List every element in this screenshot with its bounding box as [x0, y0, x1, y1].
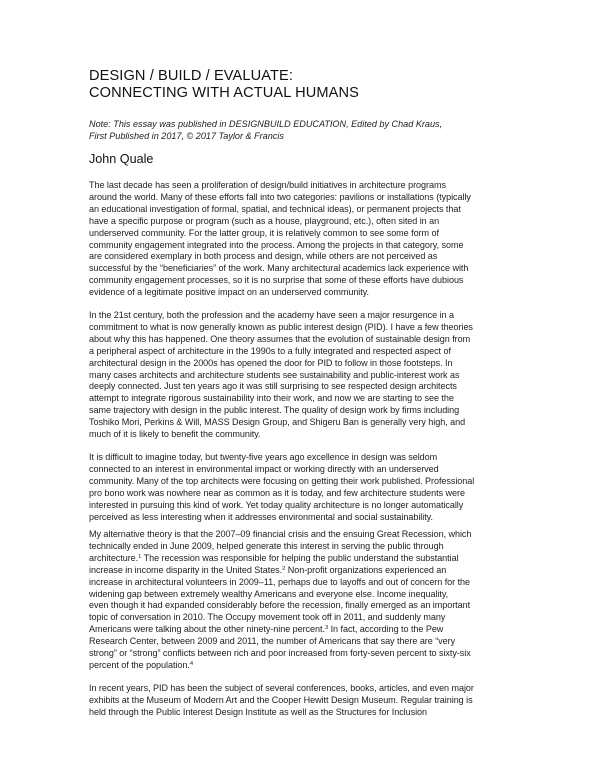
- text-line: underserved community. For the latter group, it is relatively common to see some form of: [89, 227, 439, 238]
- text-run: Americans were talking about the other ninety-nine percent.: [89, 624, 325, 635]
- text-line: an educational investigation of formal, spatial, and technical ideas), or permanent projects that: [89, 203, 461, 214]
- text-line: pro bono work was nowhere near as common as it is today, and few architecture students were: [89, 487, 465, 498]
- text-line: a peripheral aspect of architecture in the 1990s to a fully integrated and respected aspect of: [89, 345, 451, 356]
- text-line: many cases architects and architecture students see sustainability and public-interest work as: [89, 369, 460, 380]
- text-line: strong” or “strong” conflicts between rich and poor increased from forty-seven percent to sixty-six: [89, 648, 471, 659]
- text-line: community engagement integrated into the process. Among the projects in that category, some: [89, 239, 464, 250]
- footnote-ref: 4: [189, 660, 193, 667]
- text-line: topic of conversation in 2010. The Occupy movement took off in 2011, and suddenly many: [89, 612, 446, 623]
- text-line: attempt to integrate rigorous sustainability into their work, and now we are starting to see the: [89, 393, 454, 404]
- text-line: [89, 624, 529, 636]
- text-line: community engagement processes, so it is no surprise that some of these efforts have dubious: [89, 275, 464, 286]
- text-line: much of it is likely to benefit the community.: [89, 429, 261, 440]
- text-line: community. Many of the top architects were focusing on getting their work published. Professional: [89, 475, 475, 486]
- footnote-ref: 1: [138, 553, 142, 560]
- note-line-1: Note: This essay was published in DESIGNBUILD EDUCATION, Edited by Chad Kraus,: [89, 119, 443, 129]
- text-line: successful by the “beneficiaries” of the work. Many architectural academics lack experience with: [89, 263, 469, 274]
- title-line-2: CONNECTING WITH ACTUAL HUMANS: [89, 85, 359, 101]
- paragraph-5: [89, 683, 529, 719]
- text-line: held through the Public Interest Design Institute as well as the Structures for Inclusion: [89, 706, 428, 717]
- text-line: It is difficult to imagine today, but twenty-five years ago excellence in design was seldom: [89, 452, 438, 462]
- text-line: are considered exemplary in both process and design, while others are not perceived as: [89, 251, 438, 262]
- text-line: increase in architectural volunteers in 2009–11, perhaps due to layoffs and out of concern for the: [89, 576, 471, 587]
- essay-title: [89, 68, 529, 102]
- title-line-1: DESIGN / BUILD / EVALUATE:: [89, 68, 293, 84]
- note-line-2: First Published in 2017, © 2017 Taylor & Francis: [89, 131, 284, 141]
- text-run: Non-profit organizations experienced an: [285, 564, 447, 575]
- publication-note: [89, 118, 529, 142]
- text-line: The last decade has seen a proliferation of design/build initiatives in architecture programs: [89, 180, 446, 190]
- text-line: widening gap between extremely wealthy Americans and everyone else. Income inequality,: [89, 588, 449, 599]
- text-line: commitment to what is now generally known as public interest design (PID). I have a few theories: [89, 321, 473, 332]
- text-line: [89, 660, 529, 672]
- text-line: In recent years, PID has been the subject of several conferences, books, articles, and even major: [89, 683, 474, 693]
- text-line: around the world. Many of these efforts fall into two categories: pavilions or installations (typically: [89, 191, 471, 202]
- paragraph-1: [89, 180, 529, 299]
- text-line: same trajectory with design in the public interest. The quality of design work by firms including: [89, 405, 460, 416]
- text-run: In fact, according to the Pew: [328, 624, 444, 635]
- footnote-ref: 3: [324, 625, 329, 632]
- text-line: My alternative theory is that the 2007–09 financial crisis and the ensuing Great Recession, which: [89, 529, 472, 539]
- text-line: evidence of a legitimate positive impact on an underserved community.: [89, 287, 369, 298]
- text-run: architecture.: [89, 552, 139, 563]
- text-line: [89, 565, 529, 577]
- text-run: The recession was responsible for helping the public understand the substantial: [141, 552, 459, 563]
- text-line: about why this has happened. One theory assumes that the evolution of sustainable design from: [89, 333, 471, 344]
- paragraph-2: [89, 310, 529, 441]
- text-line: have a specific purpose or program (such as a house, playground, etc.), often sited in an: [89, 215, 440, 226]
- text-line: connected to an interest in environmental impact or working directly with an underserved: [89, 463, 439, 474]
- text-line: Toshiko Mori, Perkins & Will, MASS Design Group, and Shigeru Ban is generally very high, and: [89, 417, 466, 428]
- paragraph-3: [89, 452, 529, 523]
- author-name: John Quale: [89, 152, 154, 166]
- text-line: In the 21st century, both the profession and the academy have seen a major resurgence in a: [89, 310, 454, 320]
- text-line: technically ended in June 2009, helped generate this interest in serving the public through: [89, 540, 444, 551]
- text-line: Research Center, between 2009 and 2011, the number of Americans that say there are “very: [89, 636, 456, 647]
- text-line: [89, 553, 529, 565]
- text-run: increase in income disparity in the United States.: [89, 564, 283, 575]
- text-line: exhibits at the Museum of Modern Art and the Cooper Hewitt Design Museum. Regular training is: [89, 694, 473, 705]
- text-run: percent of the population.: [89, 659, 190, 670]
- footnote-ref: 2: [282, 565, 286, 572]
- text-line: even though it had expanded considerably before the recession, finally emerged as an important: [89, 600, 471, 611]
- text-line: architectural design in the 2000s has opened the door for PID to follow in those footsteps. In: [89, 357, 453, 368]
- paragraph-4: [89, 529, 529, 672]
- text-line: interested in pursuing this kind of work. Yet today quality architecture is no longer automatically: [89, 499, 464, 510]
- text-line: perceived as less interesting when it addresses environmental and social sustainability.: [89, 511, 433, 522]
- text-line: deeply connected. Just ten years ago it was still surprising to see respected design architects: [89, 381, 457, 392]
